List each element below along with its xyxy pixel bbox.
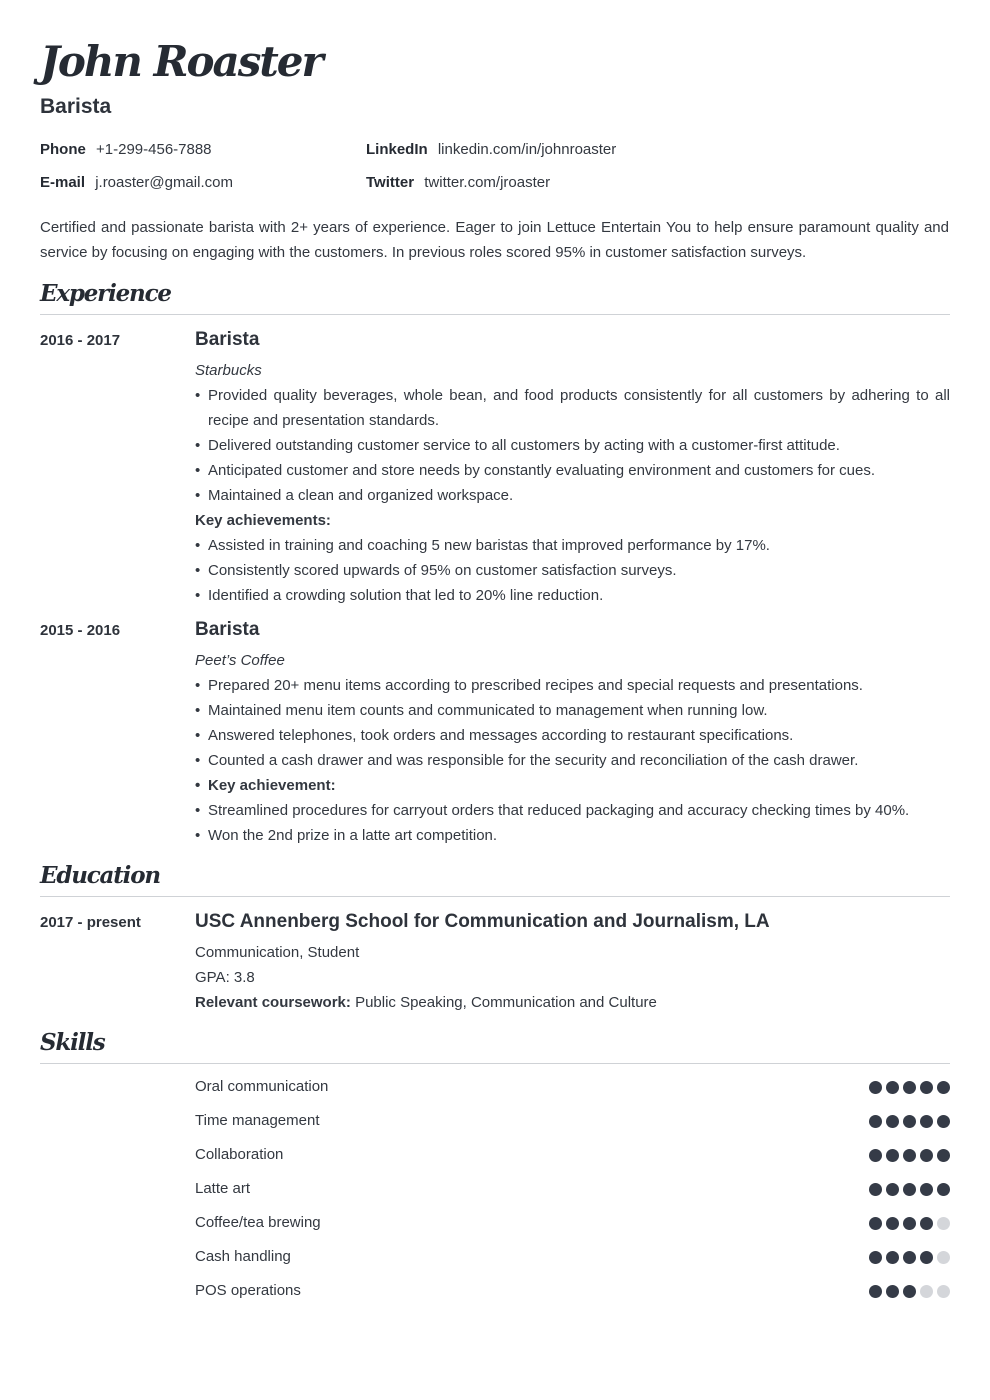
list-item: • Counted a cash drawer and was responsible for the security and reconciliation of the cash drawer.: [195, 748, 950, 773]
rating-dot-filled: [920, 1251, 933, 1264]
contact-phone-value: +1-299-456-7888: [96, 141, 212, 158]
rating-dot-filled: [903, 1285, 916, 1298]
contact-phone-label: Phone: [40, 141, 86, 158]
job-1-dates: 2016 - 2017: [40, 332, 121, 349]
list-item: • Assisted in training and coaching 5 new baristas that improved performance by 17%.: [195, 533, 950, 558]
rating-dot-filled: [937, 1183, 950, 1196]
rating-dot-filled: [886, 1081, 899, 1094]
rating-dot-filled: [903, 1251, 916, 1264]
contact-linkedin-label: LinkedIn: [366, 141, 428, 158]
rating-dot-filled: [903, 1149, 916, 1162]
education-divider: [40, 896, 950, 897]
education-heading: Education: [40, 862, 160, 889]
rating-dot-filled: [920, 1081, 933, 1094]
rating-dot-filled: [903, 1081, 916, 1094]
skill-rating: [869, 1115, 950, 1128]
education-coursework: [195, 990, 950, 1015]
rating-dot-empty: [920, 1285, 933, 1298]
rating-dot-filled: [937, 1149, 950, 1162]
job-2-duties: [195, 673, 950, 848]
skill-name: Latte art: [195, 1180, 251, 1197]
education-gpa: GPA: 3.8: [195, 969, 255, 986]
coursework-label: Relevant coursework:: [195, 994, 351, 1011]
list-item: • Maintained a clean and organized workspace.: [195, 483, 950, 508]
rating-dot-empty: [937, 1285, 950, 1298]
rating-dot-filled: [920, 1149, 933, 1162]
skill-name: Oral communication: [195, 1078, 329, 1095]
skill-row: [195, 1075, 950, 1109]
job-1-achievements: [195, 533, 950, 608]
education-entry: [195, 911, 950, 1015]
rating-dot-empty: [937, 1217, 950, 1230]
skills-divider: [40, 1063, 950, 1064]
skills-list: [195, 1075, 950, 1313]
contact-linkedin-value[interactable]: linkedin.com/in/johnroaster: [437, 141, 617, 158]
rating-dot-filled: [903, 1115, 916, 1128]
list-item: • Key achievement:: [195, 773, 950, 798]
skill-rating: [869, 1081, 950, 1094]
job-2: [195, 619, 950, 848]
skill-rating: [869, 1149, 950, 1162]
list-item: • Consistently scored upwards of 95% on customer satisfaction surveys.: [195, 558, 950, 583]
rating-dot-filled: [937, 1115, 950, 1128]
job-1-achievements-label: Key achievements:: [195, 512, 331, 529]
contact-email: [40, 173, 233, 193]
skill-row: [195, 1109, 950, 1143]
candidate-title: Barista: [40, 95, 112, 118]
rating-dot-filled: [903, 1217, 916, 1230]
rating-dot-filled: [869, 1149, 882, 1162]
skill-row: [195, 1143, 950, 1177]
job-1-title: Barista: [195, 329, 260, 350]
contact-twitter-label: Twitter: [366, 174, 415, 191]
skill-row: [195, 1211, 950, 1245]
job-2-title: Barista: [195, 619, 260, 640]
coursework-value: Public Speaking, Communication and Culture: [355, 994, 657, 1011]
skill-row: [195, 1279, 950, 1313]
rating-dot-filled: [937, 1081, 950, 1094]
rating-dot-filled: [869, 1251, 882, 1264]
rating-dot-filled: [869, 1081, 882, 1094]
rating-dot-filled: [886, 1251, 899, 1264]
rating-dot-filled: [886, 1115, 899, 1128]
skill-row: [195, 1177, 950, 1211]
rating-dot-filled: [886, 1285, 899, 1298]
rating-dot-filled: [886, 1217, 899, 1230]
summary-paragraph: Certified and passionate barista with 2+ years of experience. Eager to join Lettuce Entertain You to help ensure paramount quality and service by focusing on engaging with the customers. In previous roles scored 95% in customer satisfaction surveys.: [40, 219, 949, 261]
job-1: [195, 329, 950, 608]
job-1-duties: [195, 383, 950, 508]
rating-dot-filled: [869, 1115, 882, 1128]
education-dates: 2017 - present: [40, 914, 141, 931]
experience-heading: Experience: [40, 280, 171, 307]
job-2-company: Peet’s Coffee: [195, 652, 285, 669]
skill-name: POS operations: [195, 1282, 301, 1299]
rating-dot-filled: [903, 1183, 916, 1196]
list-item: • Maintained menu item counts and communicated to management when running low.: [195, 698, 950, 723]
skills-heading: Skills: [40, 1029, 105, 1056]
rating-dot-filled: [920, 1183, 933, 1196]
contact-twitter-value[interactable]: twitter.com/jroaster: [424, 174, 551, 191]
skill-name: Time management: [195, 1112, 320, 1129]
rating-dot-filled: [869, 1183, 882, 1196]
contact-linkedin: [366, 140, 616, 160]
skill-name: Cash handling: [195, 1248, 291, 1265]
rating-dot-filled: [886, 1149, 899, 1162]
list-item: • Prepared 20+ menu items according to prescribed recipes and special requests and presentations.: [195, 673, 950, 698]
skill-name: Collaboration: [195, 1146, 284, 1163]
candidate-name: John Roaster: [40, 37, 322, 86]
skill-rating: [869, 1183, 950, 1196]
contact-email-value[interactable]: j.roaster@gmail.com: [95, 174, 233, 191]
education-school: USC Annenberg School for Communication and Journalism, LA: [195, 911, 770, 932]
skill-rating: [869, 1251, 950, 1264]
experience-divider: [40, 314, 950, 315]
list-item: • Answered telephones, took orders and messages according to restaurant specifications.: [195, 723, 950, 748]
rating-dot-filled: [869, 1285, 882, 1298]
list-item: • Anticipated customer and store needs by constantly evaluating environment and customers for cues.: [195, 458, 950, 483]
skill-row: [195, 1245, 950, 1279]
list-item: • Won the 2nd prize in a latte art competition.: [195, 823, 950, 848]
list-item: • Identified a crowding solution that led to 20% line reduction.: [195, 583, 950, 608]
contact-email-label: E-mail: [40, 174, 86, 191]
rating-dot-filled: [920, 1217, 933, 1230]
rating-dot-empty: [937, 1251, 950, 1264]
rating-dot-filled: [920, 1115, 933, 1128]
list-item: • Provided quality beverages, whole bean, and food products consistently for all customers by adhering to all recipe and presentation standards.: [195, 383, 950, 433]
contact-twitter: [366, 173, 550, 193]
list-item: • Delivered outstanding customer service to all customers by acting with a customer-first attitude.: [195, 433, 950, 458]
skill-name: Coffee/tea brewing: [195, 1214, 321, 1231]
skill-rating: [869, 1217, 950, 1230]
rating-dot-filled: [869, 1217, 882, 1230]
list-item: • Streamlined procedures for carryout orders that reduced packaging and accuracy checking times by 40%.: [195, 798, 950, 823]
job-2-dates: 2015 - 2016: [40, 622, 121, 639]
skill-rating: [869, 1285, 950, 1298]
contact-phone: [40, 140, 212, 160]
job-1-company: Starbucks: [195, 362, 262, 379]
education-degree: Communication, Student: [195, 944, 360, 961]
rating-dot-filled: [886, 1183, 899, 1196]
